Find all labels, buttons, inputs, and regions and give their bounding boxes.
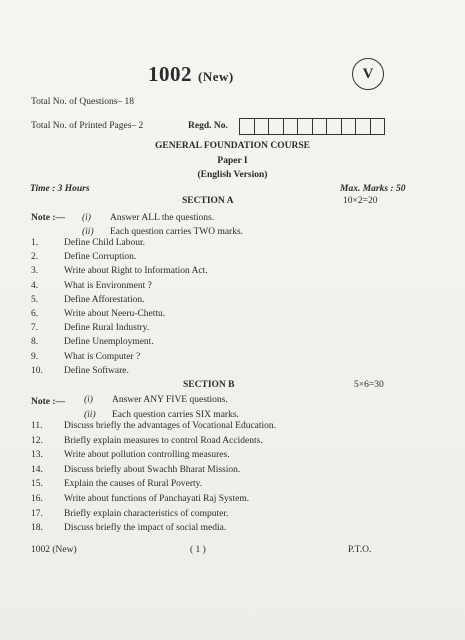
question-text: Briefly explain characteristics of computer. <box>64 508 229 519</box>
regd-cell <box>327 119 342 134</box>
question-text: Write about functions of Panchayati Raj System. <box>64 494 250 504</box>
question-text: Write about Right to Information Act. <box>64 266 208 277</box>
total-questions: Total No. of Questions– 18 <box>31 97 135 107</box>
question-item <box>31 450 230 460</box>
question-number: 15. <box>31 479 43 490</box>
question-item <box>31 421 276 431</box>
question-number: 9. <box>31 351 39 362</box>
question-number: 14. <box>31 464 43 475</box>
question-text: Define Software. <box>64 365 129 376</box>
question-item <box>31 266 208 276</box>
regd-cell <box>342 119 357 134</box>
question-number: 4. <box>31 280 39 291</box>
question-number: 17. <box>31 508 43 519</box>
question-text: Define Corruption. <box>64 252 137 263</box>
question-item <box>31 337 154 347</box>
section-a-note-text: Each question carries TWO marks. <box>110 227 244 237</box>
question-item <box>31 309 165 319</box>
question-number: 12. <box>31 435 43 446</box>
question-number: 6. <box>31 309 39 319</box>
footer-code: 1002 (New) <box>31 545 77 555</box>
question-text: Discuss briefly the advantages of Vocational Education. <box>64 421 277 431</box>
section-b-note-roman: (i) <box>84 395 93 405</box>
section-b-note-text: Answer ANY FIVE questions. <box>112 395 228 405</box>
regd-cell <box>313 119 328 134</box>
regd-cell <box>371 119 385 134</box>
paper-code-number: 1002 <box>148 62 192 86</box>
regd-number-boxes <box>239 118 385 135</box>
question-number: 18. <box>31 523 43 534</box>
question-text: Briefly explain measures to control Road Accidents. <box>64 435 263 446</box>
regd-cell <box>269 119 284 134</box>
question-number: 3. <box>31 266 39 277</box>
question-item <box>31 252 136 262</box>
question-text: Define Afforestation. <box>64 294 145 305</box>
question-number: 11. <box>31 421 43 431</box>
regd-label: Regd. No. <box>188 121 228 131</box>
question-number: 5. <box>31 294 39 305</box>
question-text: Discuss briefly about Swachh Bharat Mission. <box>64 464 241 475</box>
pto-label: P.T.O. <box>348 545 372 555</box>
question-item <box>31 366 129 376</box>
question-text: Define Unemployment. <box>64 337 154 348</box>
question-text: Write about pollution controlling measures. <box>64 450 230 461</box>
total-pages: Total No. of Printed Pages– 2 <box>31 121 144 131</box>
section-b-note-label: Note :— <box>31 397 66 407</box>
question-item <box>31 479 202 489</box>
question-item <box>31 352 140 362</box>
section-b-marks: 5×6=30 <box>354 380 384 390</box>
course-title: GENERAL FOUNDATION COURSE <box>154 141 310 151</box>
question-item <box>31 281 152 291</box>
paper-code <box>148 62 234 87</box>
question-text: Write about Neeru-Chettu. <box>64 309 166 319</box>
question-text: What is Environment ? <box>64 280 152 291</box>
section-a-note-text: Answer ALL the questions. <box>110 213 215 223</box>
question-item <box>31 523 226 533</box>
question-item <box>31 295 145 305</box>
question-number: 10. <box>31 365 43 376</box>
regd-cell <box>356 119 371 134</box>
version-badge: V <box>352 58 384 90</box>
question-number: 7. <box>31 323 39 334</box>
question-item <box>31 323 149 333</box>
question-number: 8. <box>31 337 39 348</box>
question-text: What is Computer ? <box>64 351 141 362</box>
version-note: (English Version) <box>197 170 268 180</box>
question-text: Define Rural Industry. <box>64 323 150 334</box>
regd-cell <box>298 119 313 134</box>
section-a-heading: SECTION A <box>182 196 234 206</box>
question-text: Discuss briefly the impact of social media. <box>64 523 227 534</box>
page-number: ( 1 ) <box>190 545 206 555</box>
question-text: Explain the causes of Rural Poverty. <box>64 479 203 490</box>
question-number: 13. <box>31 450 43 461</box>
regd-cell <box>284 119 299 134</box>
regd-cell <box>240 119 255 134</box>
section-a-marks: 10×2=20 <box>343 196 378 206</box>
section-b-heading: SECTION B <box>183 380 235 390</box>
paper-code-tag: (New) <box>198 69 234 84</box>
regd-cell <box>255 119 270 134</box>
section-b-note-text: Each question carries SIX marks. <box>112 410 239 420</box>
question-number: 2. <box>31 252 39 263</box>
question-item <box>31 238 145 248</box>
section-a-note-roman: (i) <box>82 213 91 223</box>
section-a-note-roman: (ii) <box>82 227 94 237</box>
section-b-note-roman: (ii) <box>84 410 96 420</box>
question-text: Define Child Labour. <box>64 238 145 248</box>
question-number: 16. <box>31 494 43 504</box>
question-item <box>31 465 240 475</box>
paper-title: Paper I <box>217 156 248 166</box>
question-item <box>31 436 263 446</box>
question-item <box>31 509 228 519</box>
section-a-note-label: Note :— <box>31 213 66 223</box>
question-item <box>31 494 249 504</box>
time-label: Time : 3 Hours <box>30 184 90 194</box>
question-number: 1. <box>31 238 39 248</box>
max-marks-label: Max. Marks : 50 <box>340 184 406 194</box>
